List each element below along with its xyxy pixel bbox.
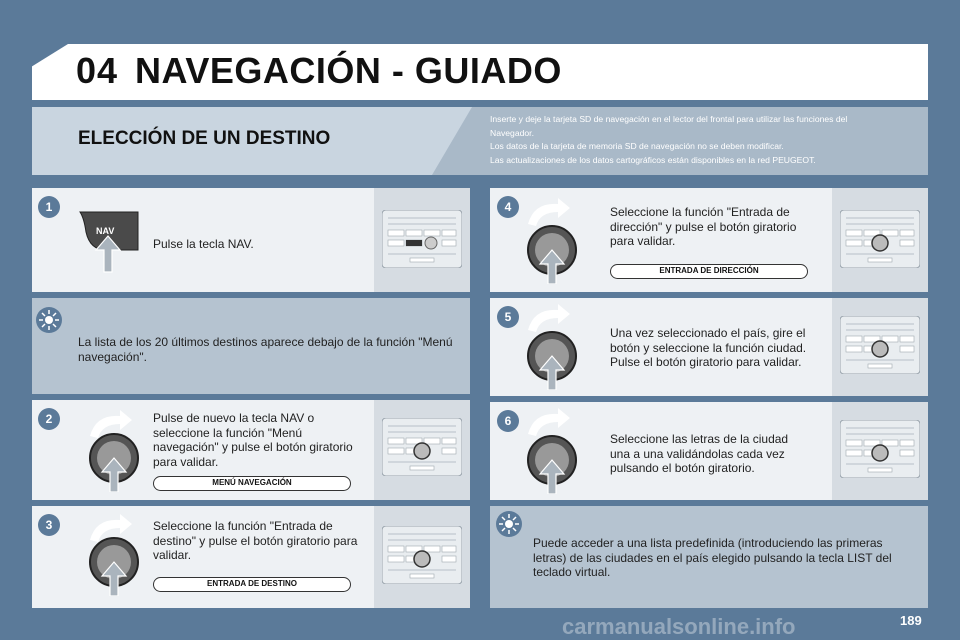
nav-key-illustration (76, 210, 146, 274)
radio-illustration (840, 316, 920, 374)
rotary-knob-illustration (86, 410, 146, 492)
rotary-knob-illustration (524, 304, 584, 390)
menu-label-pill: ENTRADA DE DESTINO (153, 577, 351, 592)
step-text: Una vez seleccionado el país, gire el botón y seleccione la función ciudad. Pulse el botón giratorio para validar. (610, 326, 807, 369)
step-text: Seleccione las letras de la ciudad una a una validándolas cada vez pulsando el botón giratorio. (610, 432, 789, 475)
page-number: 189 (900, 613, 922, 628)
menu-label-pill: MENÚ NAVEGACIÓN (153, 476, 351, 491)
step-text: Pulse de nuevo la tecla NAV o seleccione la función "Menú navegación" y pulse el botón giratorio para validar. (153, 411, 353, 469)
radio-illustration (382, 210, 462, 268)
step-text: Seleccione la función "Entrada de dirección" y pulse el botón giratorio para validar. (610, 205, 797, 248)
step-number: 3 (38, 514, 60, 536)
menu-label-pill: ENTRADA DE DIRECCIÓN (610, 264, 808, 279)
radio-illustration (840, 420, 920, 478)
step-text: Pulse la tecla NAV. (153, 237, 254, 251)
step-number: 5 (497, 306, 519, 328)
nav-key-label: NAV (96, 226, 115, 236)
tip-text: Puede acceder a una lista predefinida (introduciendo las primeras letras) de las ciudades en el país elegido pulsando la tecla LIST del teclado virtual. (533, 536, 892, 579)
rotary-knob-illustration (524, 408, 584, 494)
lightbulb-icon (496, 511, 522, 537)
radio-illustration (382, 418, 462, 476)
step-text: Seleccione la función "Entrada de destino" y pulse el botón giratorio para validar. (153, 519, 358, 562)
page-title: NAVEGACIÓN - GUIADO (135, 50, 562, 91)
lightbulb-icon (36, 307, 62, 333)
step-number: 1 (38, 196, 60, 218)
step-number: 6 (497, 410, 519, 432)
rotary-knob-illustration (524, 198, 584, 284)
radio-illustration (840, 210, 920, 268)
step-number: 2 (38, 408, 60, 430)
intro-note: Inserte y deje la tarjeta SD de navegación en el lector del frontal para utilizar las funciones del Navegador. Los datos de la tarjeta de memoria SD de navegación no se deben modificar. Las actualizaciones de los datos cartográficos están disponibles en la red PEUGEOT. (490, 114, 848, 165)
step-number: 4 (497, 196, 519, 218)
section-title: ELECCIÓN DE UN DESTINO (78, 128, 331, 149)
watermark: carmanualsonline.info (562, 614, 796, 639)
radio-illustration (382, 526, 462, 584)
rotary-knob-illustration (86, 514, 146, 596)
tip-text: La lista de los 20 últimos destinos aparece debajo de la función "Menú navegación". (78, 335, 453, 364)
chapter-number: 04 (76, 50, 119, 91)
